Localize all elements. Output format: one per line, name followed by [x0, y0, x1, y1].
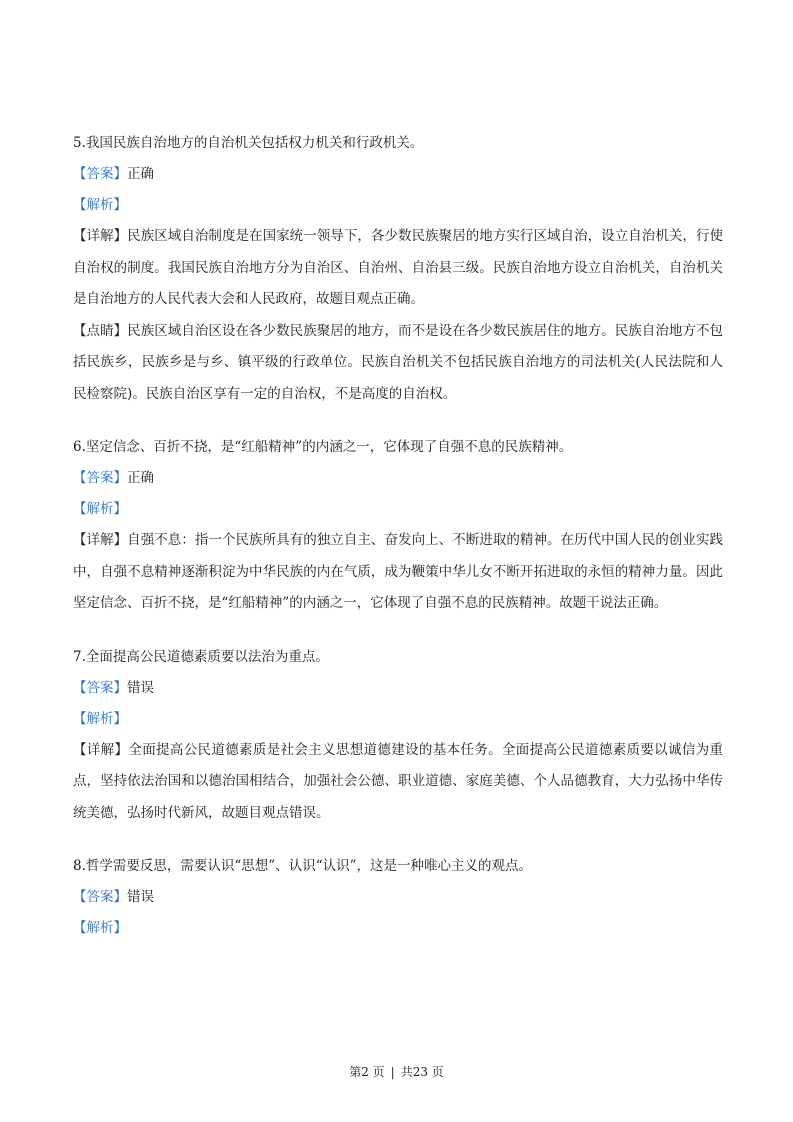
question-5-note: 【点睛】民族区域自治区设在各少数民族聚居的地方，而不是设在各少数民族居住的地方。民族自治地方不包括民族乡，民族乡是与乡、镇平级的行政单位。民族自治机关不包括民族自治地方的司法机关(人民法院和人民检察院)。民族自治区享有一定的自治权，不是高度的自治权。 [73, 322, 724, 402]
answer-label: 【答案】 [73, 679, 127, 696]
footer-divider: | [390, 1065, 395, 1079]
question-8-analysis [73, 913, 723, 944]
question-8-stem: 8.哲学需要反思，需要认识“思想”、认识“认识”，这是一种唯心主义的观点。 [73, 858, 532, 874]
analysis-label: 【解析】 [73, 501, 127, 517]
question-7-detail: 【详解】全面提高公民道德素质是社会主义思想道德建设的基本任务。全面提高公民道德素质要以诚信为重点，坚持依法治国和以德治国相结合，加强社会公德、职业道德、家庭美德、个人品德教育，大力弘扬中华传统美德，弘扬时代新风，故题目观点错误。 [73, 741, 724, 821]
answer-label: 【答案】 [73, 470, 127, 486]
detail-label: 【详解】 [73, 741, 129, 758]
question-6-answer: 【答案】正确 [73, 470, 154, 486]
question-6-analysis [73, 494, 723, 525]
question-8 [73, 851, 723, 944]
detail-label: 【详解】 [73, 532, 128, 548]
page-number: 第2 页 [349, 1065, 385, 1079]
question-7 [73, 642, 723, 830]
page-footer [0, 1063, 793, 1080]
analysis-label: 【解析】 [73, 710, 127, 727]
question-5-detail: 【详解】民族区域自治制度是在国家统一领导下，各少数民族聚居的地方实行区域自治，设立自治机关，行使自治权的制度。我国民族自治地方分为自治区、自治州、自治县三级。民族自治地方设立自治机关，自治机关是自治地方的人民代表大会和人民政府，故题目观点正确。 [73, 228, 724, 307]
question-6-stem: 6.坚定信念、百折不挠，是“红船精神”的内涵之一，它体现了自强不息的民族精神。 [73, 439, 573, 455]
question-8-answer: 【答案】错误 [73, 889, 154, 905]
question-7-analysis [73, 704, 723, 735]
question-6-detail: 【详解】自强不息：指一个民族所具有的独立自主、奋发向上、不断进取的精神。在历代中国人民的创业实践中，自强不息精神逐渐积淀为中华民族的内在气质，成为鞭策中华儿女不断开拓进取的永恒的精神力量。因此坚定信念、百折不挠，是“红船精神”的内涵之一，它体现了自强不息的民族精神。故题干说法正确。 [73, 532, 724, 611]
note-label: 【点睛】 [73, 322, 128, 339]
answer-label: 【答案】 [73, 889, 127, 905]
detail-label: 【详解】 [73, 228, 128, 244]
question-5 [73, 128, 723, 410]
question-5-answer: 【答案】正确 [73, 166, 154, 182]
question-7-stem: 7.全面提高公民道德素质要以法治为重点。 [73, 648, 329, 665]
question-5-stem: 5.我国民族自治地方的自治机关包括权力机关和行政机关。 [73, 135, 424, 151]
question-5-analysis [73, 190, 723, 221]
document-body [73, 128, 723, 944]
analysis-label: 【解析】 [73, 197, 127, 213]
answer-label: 【答案】 [73, 166, 127, 182]
analysis-label: 【解析】 [73, 920, 127, 936]
question-6 [73, 432, 723, 620]
page-total: 共23 页 [400, 1065, 444, 1079]
question-7-answer: 【答案】错误 [73, 679, 154, 696]
